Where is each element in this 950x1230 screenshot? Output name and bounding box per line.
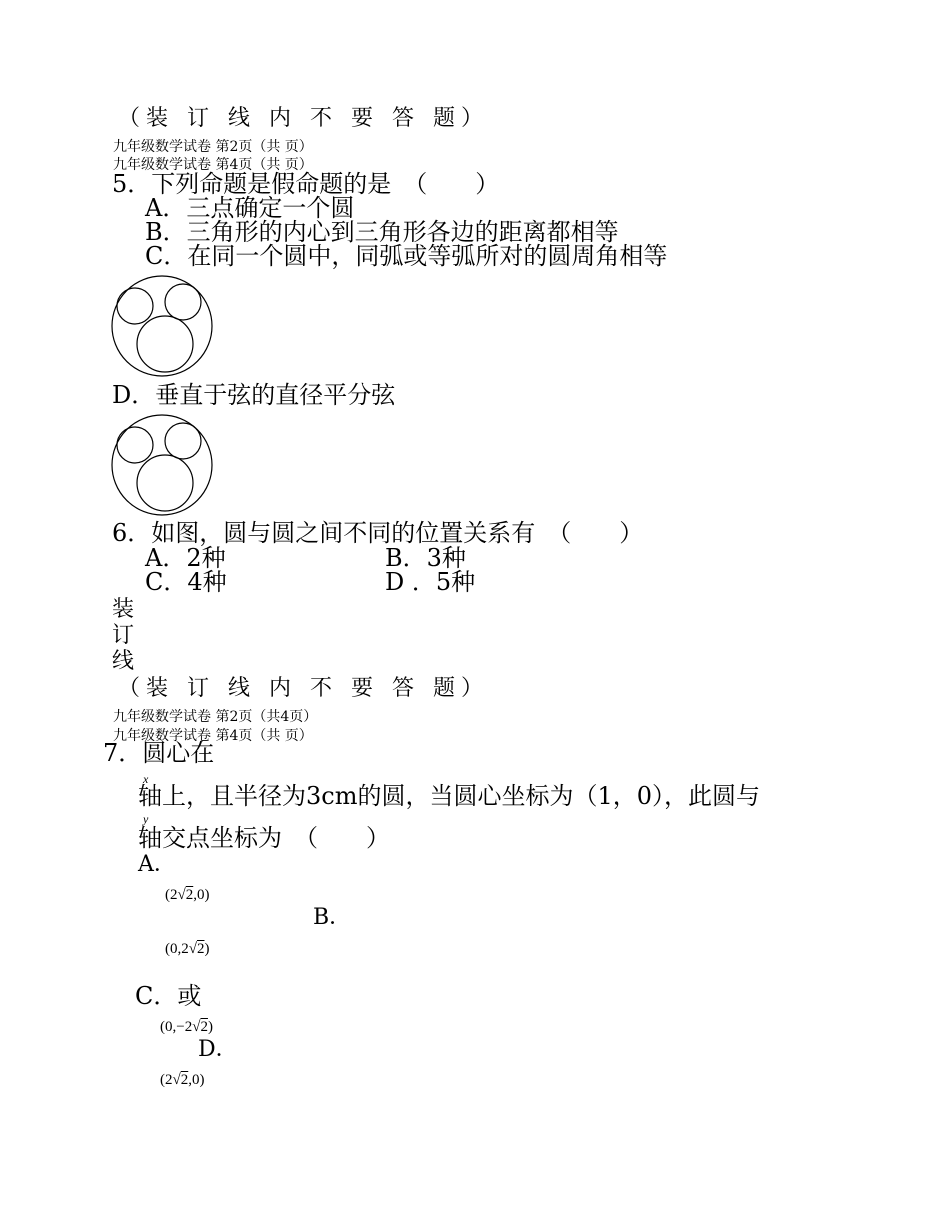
sqrt-icon: √ xyxy=(188,941,197,957)
question-7-option-a: A． xyxy=(138,852,176,877)
question-5-option-b: B．三角形的内心到三角形各边的距离都相等 xyxy=(145,218,619,246)
question-6-option-c: C．4种 xyxy=(145,568,227,596)
binding-notice-2: （装 订 线 内 不 要 答 题） xyxy=(118,676,489,701)
binding-line-char-1: 装 xyxy=(112,597,135,622)
option-a-math: (2√2,0) xyxy=(165,887,210,903)
variable-x: x xyxy=(143,772,149,786)
question-7-stem-middle: 轴上，且半径为3cm的圆，当圆心坐标为（1，0），此圆与 xyxy=(138,782,761,810)
page-footer-2: 九年级数学试卷 第2页（共 页） xyxy=(113,139,313,155)
question-7-option-c: C．或 xyxy=(135,982,202,1010)
question-5-option-a: A．三点确定一个圆 xyxy=(145,194,355,222)
question-5-stem: 5．下列命题是假命题的是 （ ） xyxy=(112,170,500,198)
question-7-option-d: D． xyxy=(198,1037,238,1062)
page-footer-2-second: 九年级数学试卷 第2页（共4页） xyxy=(113,709,318,725)
sqrt-icon: √ xyxy=(172,1072,181,1088)
sqrt-icon: √ xyxy=(192,1019,201,1035)
page-footer-4-second: 九年级数学试卷 第4页（共 页） xyxy=(113,728,313,744)
question-5-option-d: D．垂直于弦的直径平分弦 xyxy=(112,381,396,409)
sqrt-icon: √ xyxy=(177,887,186,903)
question-6-option-a: A．2种 xyxy=(145,544,226,572)
option-d-math: (2√2,0) xyxy=(160,1072,205,1088)
question-6-option-b: B．3种 xyxy=(385,544,466,572)
question-6-option-d: D ．5种 xyxy=(385,568,476,596)
question-7-stem-end: 轴交点坐标为 （ ） xyxy=(138,824,390,852)
binding-notice: （装 订 线 内 不 要 答 题） xyxy=(118,106,489,131)
binding-line-char-2: 订 xyxy=(112,623,135,648)
option-c-math: (0,−2√2) xyxy=(160,1019,213,1035)
circles-figure xyxy=(108,272,216,380)
question-7-option-b: B． xyxy=(313,905,352,930)
binding-line-char-3: 线 xyxy=(112,649,135,674)
question-6-stem: 6．如图，圆与圆之间不同的位置关系有 （ ） xyxy=(112,519,644,547)
page-footer-4: 九年级数学试卷 第4页（共 页） xyxy=(113,157,313,173)
variable-y: y xyxy=(143,812,149,826)
option-b-math: (0,2√2) xyxy=(165,941,210,957)
question-7-stem-start: 7．圆心在 xyxy=(103,739,215,767)
circles-figure-question-6 xyxy=(108,411,216,519)
question-5-option-c: C．在同一个圆中，同弧或等弧所对的圆周角相等 xyxy=(145,242,668,270)
